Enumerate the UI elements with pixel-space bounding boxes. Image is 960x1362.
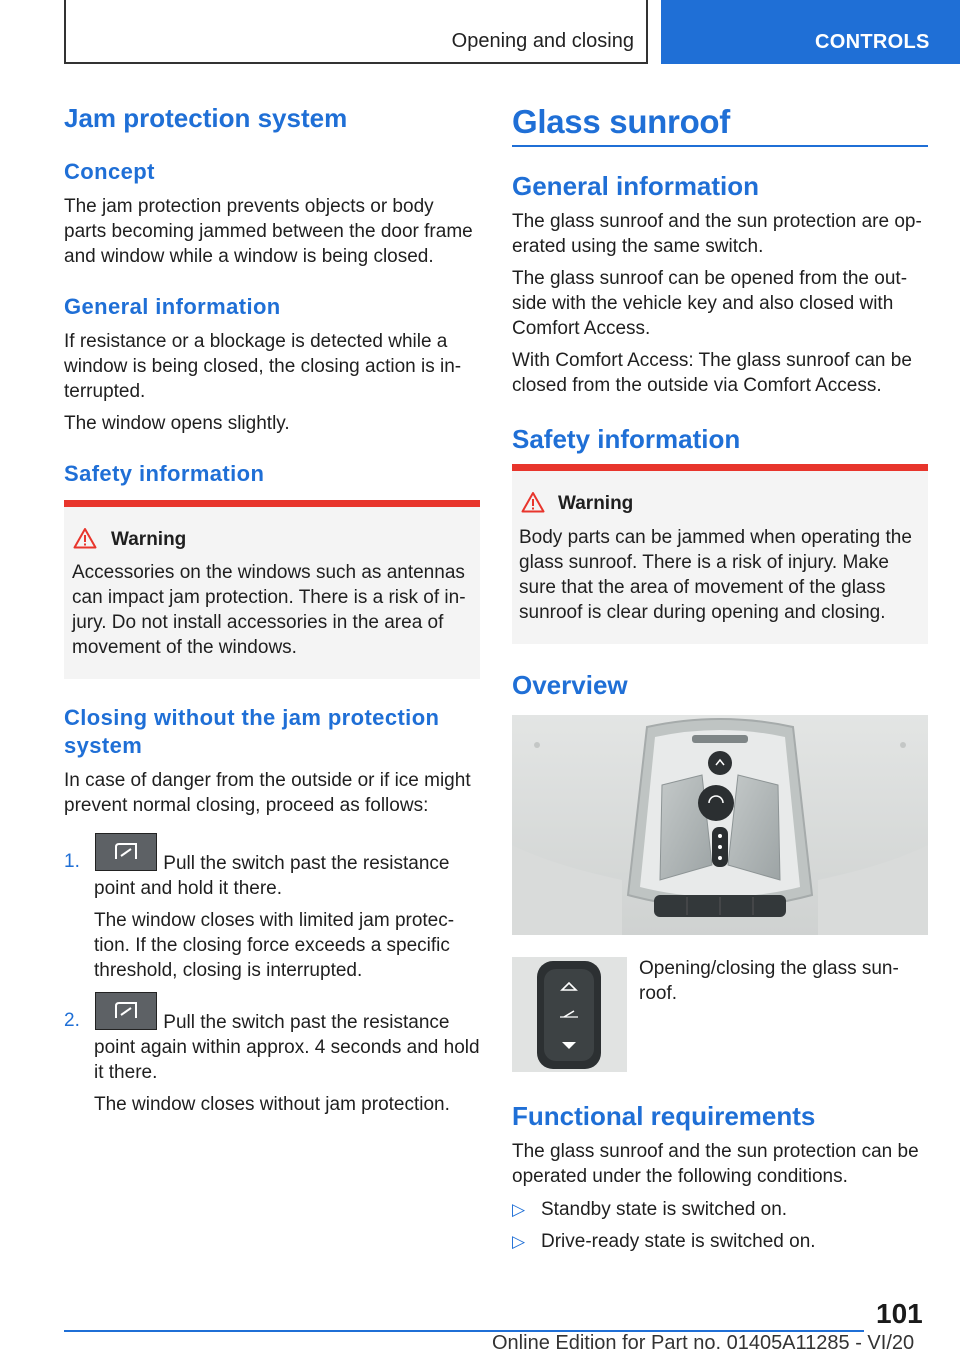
general-line: With Comfort Access: The glass sunroof can be — [512, 350, 912, 371]
warning-title: Warning — [558, 493, 634, 514]
window-switch-icon — [96, 834, 156, 870]
functional-line: operated under the following conditions. — [512, 1166, 848, 1187]
warning-rule — [64, 500, 480, 507]
warning-line: jury. Do not install accessories in the area of — [72, 612, 444, 633]
step-line: Pull the switch past the resistance — [158, 853, 450, 874]
step-note-line: The window closes with limited jam protec- — [94, 910, 455, 931]
edition-footer: Online Edition for Part no. 01405A11285 - VI/20 — [492, 1332, 915, 1354]
warning-line: Accessories on the windows such as antennas — [72, 562, 465, 583]
closing-heading: system — [64, 733, 143, 758]
image-caption-line: roof. — [639, 983, 678, 1004]
general-line: The glass sunroof and the sun protection are op- — [512, 211, 922, 232]
step-note-line: threshold, closing is interrupted. — [94, 960, 363, 981]
warning-line: sure that the area of movement of the glass — [519, 577, 886, 598]
jam-protection-title: Jam protection system — [64, 103, 348, 133]
header-chapter-tab — [661, 0, 960, 64]
closing-heading: Closing without the jam protection — [64, 705, 440, 730]
warning-title: Warning — [111, 529, 187, 550]
functional-line: The glass sunroof and the sun protection can be — [512, 1141, 919, 1162]
concept-heading: Concept — [64, 159, 155, 184]
general-line: closed from the outside via Comfort Access. — [512, 375, 882, 396]
window-switch-image — [95, 833, 157, 871]
general-line: Comfort Access. — [512, 318, 651, 339]
window-switch-image — [95, 992, 157, 1030]
overview-heading: Overview — [512, 670, 628, 700]
warning-line: glass sunroof. There is a risk of injury. Make — [519, 552, 889, 573]
general-line: terrupted. — [64, 381, 146, 402]
general-paragraph: The window opens slightly. — [64, 413, 290, 434]
general-line: The glass sunroof can be opened from the out- — [512, 268, 908, 289]
overhead-console-image — [512, 715, 928, 935]
warning-box — [64, 507, 480, 679]
warning-triangle-icon — [73, 527, 97, 549]
warning-line: can impact jam protection. There is a risk of in- — [72, 587, 466, 608]
warning-line: sunroof is clear during opening and closing. — [519, 602, 886, 623]
safety-info-heading: Safety information — [64, 461, 265, 486]
warning-line: movement of the windows. — [72, 637, 297, 658]
general-line: If resistance or a blockage is detected while a — [64, 331, 448, 352]
closing-intro-line: In case of danger from the outside or if ice might — [64, 770, 471, 791]
concept-line: The jam protection prevents objects or body — [64, 196, 434, 217]
page-number: 101 — [876, 1298, 923, 1329]
window-switch-icon — [96, 993, 156, 1029]
closing-intro-line: prevent normal closing, proceed as follows: — [64, 795, 429, 816]
concept-line: parts becoming jammed between the door frame — [64, 221, 473, 242]
warning-triangle-icon — [521, 491, 545, 513]
step-number: 2. — [64, 1010, 80, 1031]
header-section-tab — [64, 0, 648, 64]
step-note-line: tion. If the closing force exceeds a specific — [94, 935, 450, 956]
title-rule — [512, 145, 928, 147]
step-line: Pull the switch past the resistance — [158, 1012, 450, 1033]
step-line: point again within approx. 4 seconds and hold — [94, 1037, 480, 1058]
general-line: side with the vehicle key and also closed with — [512, 293, 894, 314]
sunroof-switch-image — [512, 957, 627, 1072]
warning-box — [512, 471, 928, 644]
bullet-icon: ▷ — [512, 1200, 526, 1219]
warning-rule — [512, 464, 928, 471]
list-item: Standby state is switched on. — [541, 1199, 788, 1220]
functional-requirements-heading: Functional requirements — [512, 1101, 816, 1131]
step-line: it there. — [94, 1062, 158, 1083]
concept-line: and window while a window is being closed. — [64, 246, 434, 267]
glass-sunroof-title: Glass sunroof — [512, 103, 730, 140]
warning-line: Body parts can be jammed when operating the — [519, 527, 912, 548]
step-number: 1. — [64, 851, 80, 872]
step-note-line: The window closes without jam protection. — [94, 1094, 450, 1115]
general-line: erated using the same switch. — [512, 236, 764, 257]
header-chapter-title: CONTROLS — [815, 31, 930, 53]
general-info-heading: General information — [512, 171, 760, 201]
step-line: point and hold it there. — [94, 878, 283, 899]
safety-info-heading: Safety information — [512, 424, 741, 454]
list-item: Drive-ready state is switched on. — [541, 1231, 816, 1252]
bullet-icon: ▷ — [512, 1232, 526, 1251]
general-line: window is being closed, the closing action is in- — [64, 356, 462, 377]
image-caption-line: Opening/closing the glass sun- — [639, 958, 899, 979]
header-section-title: Opening and closing — [451, 30, 634, 52]
general-info-heading: General information — [64, 294, 281, 319]
